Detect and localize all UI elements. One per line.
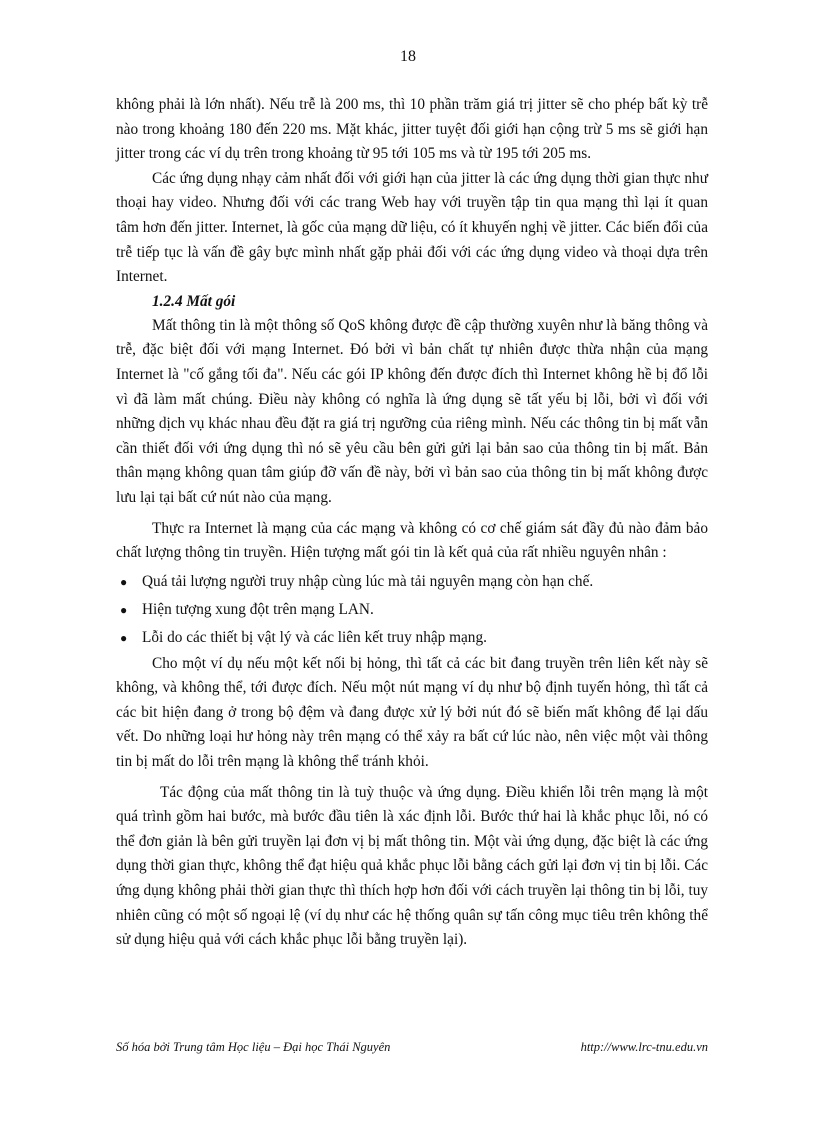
paragraph-1: không phải là lớn nhất). Nếu trễ là 200 ms, thì 10 phần trăm giá trị jitter sẽ cho phép bất kỳ trễ nào trong khoảng 180 đến 220 ms. Mặt khác, jitter tuyệt đối giới hạn cộng trừ 5 ms sẽ giới hạn jitter trong các ví dụ trên trong khoảng từ 95 tới 105 ms và từ 195 tới 205 ms. [116, 96, 708, 163]
section-heading: 1.2.4 Mất gói [152, 292, 236, 310]
list-item: ● Lỗi do các thiết bị vật lý và các liên kết truy nhập mạng. [116, 624, 708, 652]
list-item: ● Quá tải lượng người truy nhập cùng lúc mà tải nguyên mạng còn hạn chế. [116, 568, 708, 596]
list-item: ● Hiện tượng xung đột trên mạng LAN. [116, 596, 708, 624]
paragraph-4: Thực ra Internet là mạng của các mạng và không có cơ chế giám sát đầy đủ nào đảm bảo chất lượng thông tin truyền. Hiện tượng mất gói tin là kết quả của rất nhiều nguyên nhân : [116, 519, 708, 562]
paragraph-6: Tác động của mất thông tin là tuỳ thuộc và ứng dụng. Điều khiển lỗi trên mạng là một quá trình gồm hai bước, mà bước đầu tiên là xác định lỗi. Bước thứ hai là khắc phục lỗi, nó có thể đơn giản là bên gửi truyền lại đơn vị bị mất thông tin. Một vài ứng dụng, đặc biệt là các ứng dụng thời gian thực, không thể đạt hiệu quả khắc phục lỗi bằng cách gửi lại đơn vị tin bị lỗi. Các ứng dụng không phải thời gian thực thì thích hợp hơn đối với cách truyền lại thông tin bị lỗi, tuy nhiên cũng có một số ngoại lệ (ví dụ như các hệ thống quân sự tấn công mục tiêu trên không thể sử dụng hiệu quả với cách khắc phục lỗi bằng truyền lại). [116, 783, 708, 949]
bullet-icon: ● [120, 602, 128, 617]
footer-source: Số hóa bởi Trung tâm Học liệu – Đại học Thái Nguyên [116, 1040, 391, 1054]
paragraph-2: Các ứng dụng nhạy cảm nhất đối với giới hạn của jitter là các ứng dụng thời gian thực như thoại hay video. Nhưng đối với các trang Web hay với truyền tập tin qua mạng thì lại ít quan tâm hơn đến jitter. Internet, là gốc của mạng dữ liệu, có ít khuyến nghị về jitter. Các biến đổi của trễ tiếp tục là vấn đề gây bực mình nhất gặp phải đối với các ứng dụng video và thoại dựa trên Internet. [116, 169, 708, 286]
bullet-icon: ● [120, 630, 128, 645]
paragraph-5: Cho một ví dụ nếu một kết nối bị hỏng, thì tất cả các bit đang truyền trên liên kết này sẽ không, và không thể, tới được đích. Nếu một nút mạng ví dụ như bộ định tuyến hỏng, thì tất cả các bit hiện đang ở trong bộ đệm và đang được xử lý bởi nút đó sẽ biến mất không để lại dấu vết. Do những loại hư hỏng này trên mạng có thể xảy ra bất cứ lúc nào, nên việc một vài thông tin bị mất do lỗi trên mạng là không thể tránh khỏi. [116, 654, 708, 771]
bullet-list [116, 568, 708, 652]
footer-url: http://www.lrc-tnu.edu.vn [580, 1040, 708, 1054]
paragraph-3: Mất thông tin là một thông số QoS không được đề cập thường xuyên như là băng thông và trễ, đặc biệt đối với mạng Internet. Đó bởi vì bản chất tự nhiên được thừa nhận của mạng Internet là "cố gắng tối đa". Nếu các gói IP không đến được đích thì Internet không hề bị đổ lỗi vì đã làm mất chúng. Điều này không có nghĩa là ứng dụng sẽ tất yếu bị lỗi, bởi vì đối với những dịch vụ khác nhau đều đặt ra giá trị ngưỡng của riêng mình. Nếu các thông tin bị mất vẫn cần thiết đối với ứng dụng thì nó sẽ yêu cầu bên gửi gửi lại bản sao của thông tin bị mất. Bản thân mạng không quan tâm giúp đỡ vấn đề này, bởi vì bản sao của thông tin bị mất không được lưu lại tại bất cứ nút nào của mạng. [116, 316, 708, 506]
document-body [116, 93, 708, 953]
bullet-icon: ● [120, 574, 128, 589]
page-number: 18 [400, 48, 416, 65]
